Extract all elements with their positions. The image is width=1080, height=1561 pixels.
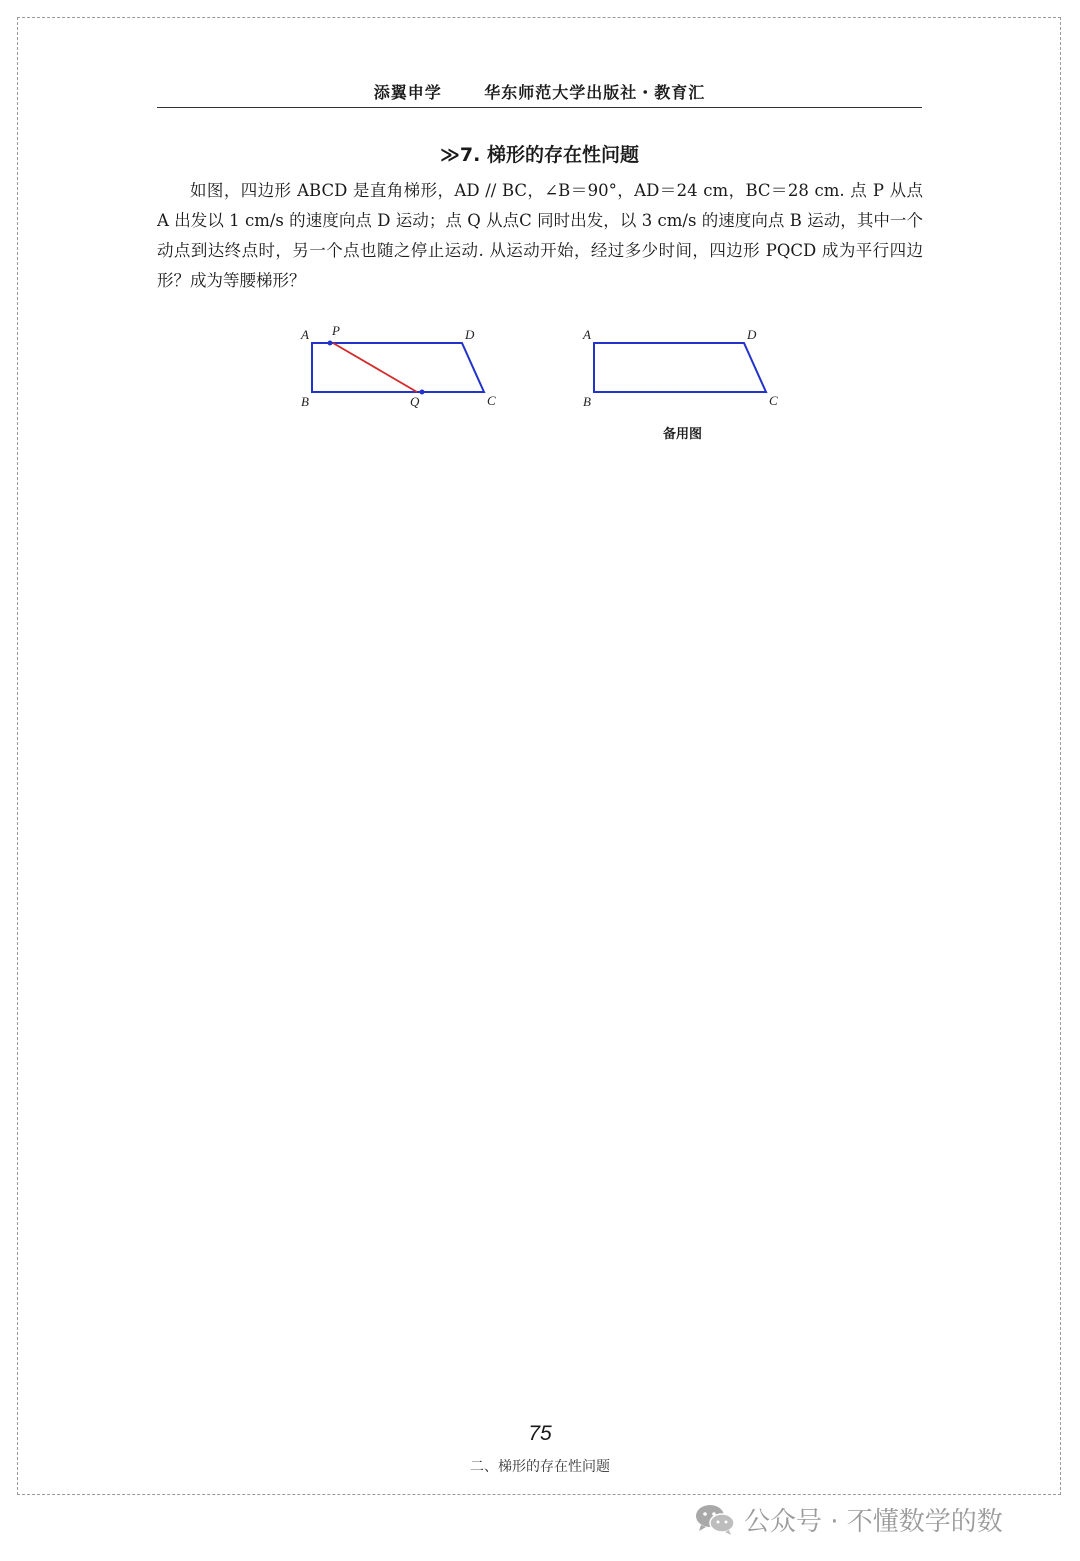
trapezoid-abcd <box>312 343 484 392</box>
label-a: A <box>583 327 591 342</box>
trapezoid-abcd-spare <box>594 343 766 392</box>
segment-pq <box>333 343 417 392</box>
figure-caption: 备用图 <box>662 427 702 442</box>
header-rule <box>157 107 922 108</box>
label-b: B <box>583 394 591 409</box>
running-header <box>157 80 922 106</box>
header-right: 华东师范大学出版社・教育汇 <box>484 83 706 102</box>
page-number: 75 <box>528 1422 552 1445</box>
label-c: C <box>487 393 496 408</box>
footer-section-title: 二、梯形的存在性问题 <box>470 1459 610 1475</box>
trapezoid-figure-spare <box>572 318 792 418</box>
label-b: B <box>301 394 309 409</box>
point-q-marker <box>420 390 425 395</box>
wechat-icon <box>694 1502 736 1536</box>
trapezoid-figure-main <box>290 318 510 418</box>
problem-statement <box>157 176 923 296</box>
label-c: C <box>769 393 778 408</box>
label-q: Q <box>410 394 420 409</box>
problem-text: 如图，四边形 ABCD 是直角梯形，AD // BC，∠B＝90°，AD＝24 cm，BC＝28 cm. 点 P 从点 A 出发以 1 cm/s 的速度向点 D 运动；点 Q 从点C 同时出发，以 3 cm/s 的速度向点 B 运动，其中一个动点到达终点时，另一个点也随之停止运动. 从运动开始，经过多少时间，四边形 PQCD 成为平行四边形？成为等腰梯形？ <box>157 181 923 290</box>
header-left: 添翼申学 <box>373 83 442 102</box>
label-d: D <box>747 327 757 342</box>
point-p-marker <box>328 341 333 346</box>
watermark-text: 公众号 · 不懂数学的数 <box>744 1506 1003 1537</box>
section-title: ≫7. 梯形的存在性问题 <box>440 144 639 166</box>
label-a: A <box>301 327 309 342</box>
label-d: D <box>465 327 475 342</box>
label-p: P <box>332 323 340 338</box>
watermark <box>694 1499 1003 1539</box>
